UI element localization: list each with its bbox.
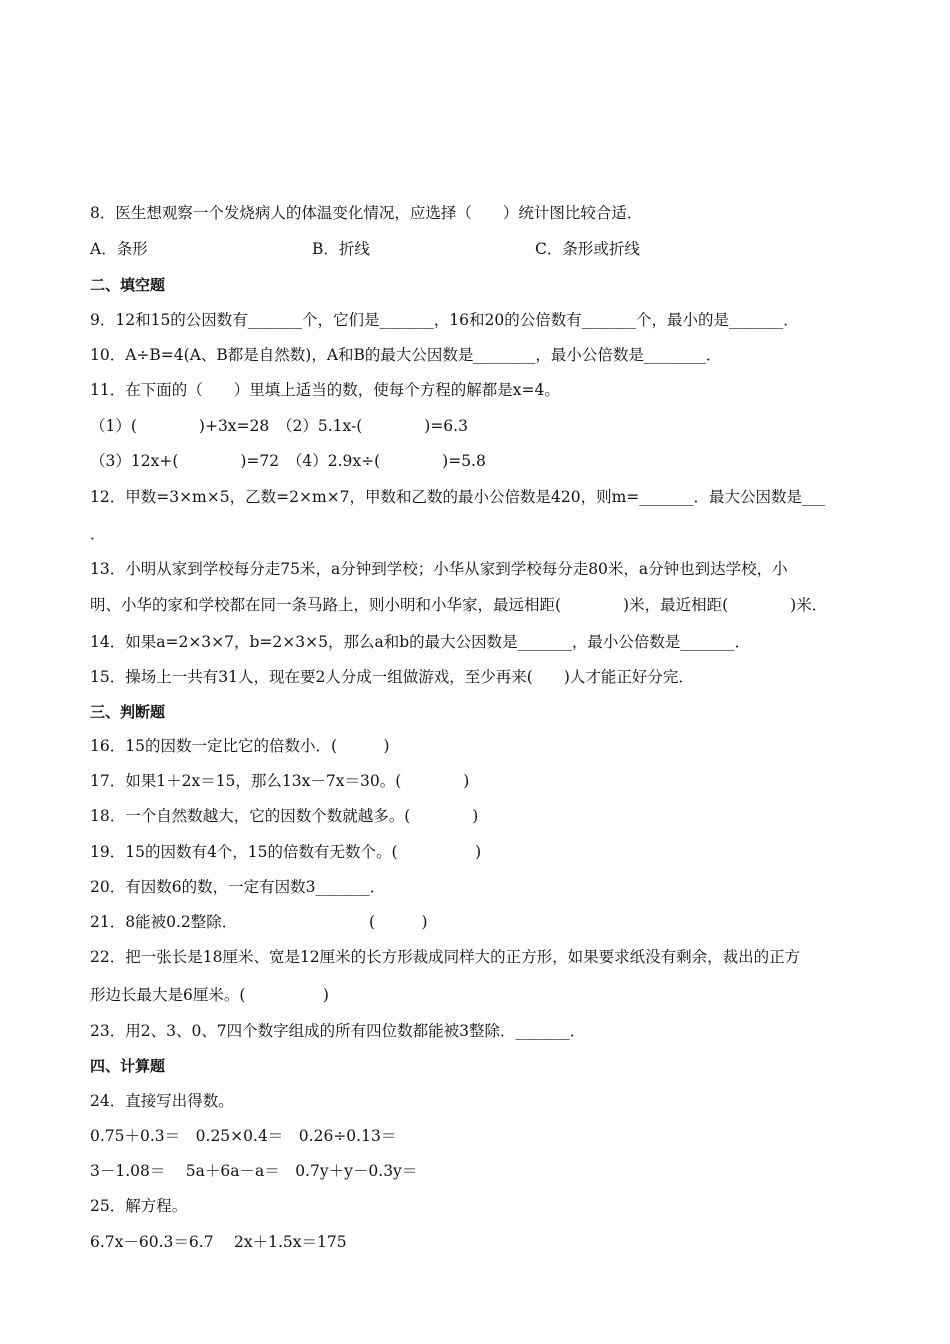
question-12-line-2: ． (90, 525, 106, 543)
question-11-row-1: （1）( )+3x=28 （2）5.1x-( )=6.3 (90, 417, 468, 435)
question-15: 15．操场上一共有31人，现在要2人分成一组做游戏，至少再来( )人才能正好分完． (90, 668, 694, 686)
question-13-line-1: 13．小明从家到学校每分走75米，a分钟到学校；小华从家到学校每分走80米，a分钟也到达学校，小 (90, 560, 788, 578)
question-14: 14．如果a=2×3×7，b=2×3×5，那么a和b的最大公因数是_______，最小公倍数是_______． (90, 633, 751, 651)
question-8-stem: 8．医生想观察一个发烧病人的体温变化情况，应选择（ ）统计图比较合适． (90, 204, 643, 222)
question-20: 20．有因数6的数，一定有因数3_______． (90, 878, 386, 896)
question-8-option-a: A．条形 (90, 240, 148, 258)
question-21: 21．8能被0.2整除． ( ) (90, 913, 428, 931)
question-25-row-1: 6.7x－60.3＝6.7 2x＋1.5x＝175 (90, 1233, 347, 1251)
question-8-option-b: B．折线 (312, 240, 370, 258)
question-19: 19．15的因数有4个，15的倍数有无数个。( ) (90, 843, 482, 861)
question-9: 9．12和15的公因数有_______个，它们是_______，16和20的公倍数有_______个，最小的是_______． (90, 311, 799, 329)
question-22-line-1: 22．把一张长是18厘米、宽是12厘米的长方形裁成同样大的正方形，如果要求纸没有剩余，裁出的正方 (90, 948, 801, 966)
section-heading-true-false: 三、判断题 (90, 703, 166, 721)
question-24-row-1: 0.75＋0.3＝ 0.25×0.4＝ 0.26÷0.13＝ (90, 1127, 397, 1145)
question-11-row-2: （3）12x+( )=72 （4）2.9x÷( )=5.8 (90, 452, 486, 470)
question-24-stem: 24．直接写出得数。 (90, 1092, 234, 1110)
question-25-stem: 25．解方程。 (90, 1197, 188, 1215)
question-18: 18．一个自然数越大，它的因数个数就越多。( ) (90, 807, 479, 825)
section-heading-fill-in: 二、填空题 (90, 276, 166, 294)
question-24-row-2: 3－1.08＝ 5a＋6a－a＝ 0.7y＋y－0.3y＝ (90, 1162, 418, 1180)
question-16: 16．15的因数一定比它的倍数小．( ) (90, 737, 390, 755)
question-8-option-c: C．条形或折线 (535, 240, 640, 258)
question-11-stem: 11．在下面的（ ）里填上适当的数，使每个方程的解都是x=4。 (90, 381, 560, 399)
question-23: 23．用2、3、0、7四个数字组成的所有四位数都能被3整除．_______． (90, 1022, 586, 1040)
question-13-line-2: 明、小华的家和学校都在同一条马路上，则小明和小华家，最远相距( )米，最近相距( )米． (90, 596, 828, 614)
question-10: 10．A÷B=4(A、B都是自然数)，A和B的最大公因数是________，最小公倍数是________． (90, 346, 722, 364)
question-12-line-1: 12．甲数=3×m×5，乙数=2×m×7，甲数和乙数的最小公倍数是420，则m=_______．最大公因数是___ (90, 488, 826, 506)
question-17: 17．如果1＋2x＝15，那么13x－7x＝30。( ) (90, 772, 470, 790)
section-heading-calculation: 四、计算题 (90, 1057, 166, 1075)
question-22-line-2: 形边长最大是6厘米。( ) (90, 986, 329, 1004)
